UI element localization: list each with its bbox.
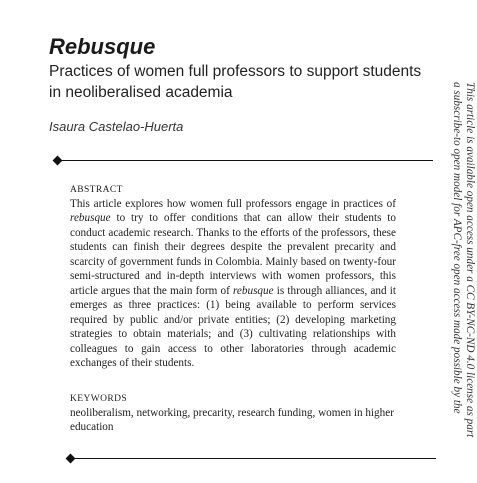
author-name: Isaura Castelao-Huerta xyxy=(49,119,184,134)
abstract-text-part-3: is through alliances, and it emerges as three practices: (1) being available to perform services required by public and/or private entities; (2) developing marketing strategies to obtain materials; and (3) cultivating relationships with colleagues to gain access to other laboratories through academic exchanges of their students. xyxy=(70,284,396,369)
keywords-heading: KEYWORDS xyxy=(70,394,128,404)
divider-bottom xyxy=(70,458,436,459)
open-access-notice-line-1: This article is available open access under a CC BY-NC-ND 4.0 license as part xyxy=(464,82,476,438)
article-title: Rebusque xyxy=(49,34,156,59)
article-subtitle: Practices of women full professors to support students in neoliberalised academia xyxy=(49,63,422,101)
keywords-text: neoliberalism, networking, precarity, research funding, women in higher education xyxy=(70,407,394,434)
abstract-italic-term-2: rebusque xyxy=(232,284,274,297)
abstract-text xyxy=(70,197,396,370)
open-access-notice xyxy=(450,82,476,462)
abstract-text-part-2: to try to offer conditions that can allow their students to conduct academic research. Thanks to the efforts of the professors, these students can finish their degrees despite the prevalent precarity and scarcity of government funds in Colombia. Mainly based on twenty-four semi-structured and in-depth interviews with women professors, this article argues that the main form of xyxy=(70,212,396,297)
open-access-notice-line-2: a subscribe-to open model for APC-free open access made possible by the xyxy=(451,82,463,414)
abstract-italic-term: rebusque xyxy=(70,212,111,225)
divider-top xyxy=(57,160,433,161)
abstract-heading: ABSTRACT xyxy=(70,185,123,195)
abstract-text-part-1: This article explores how women full professors engage in practices of xyxy=(70,198,396,210)
